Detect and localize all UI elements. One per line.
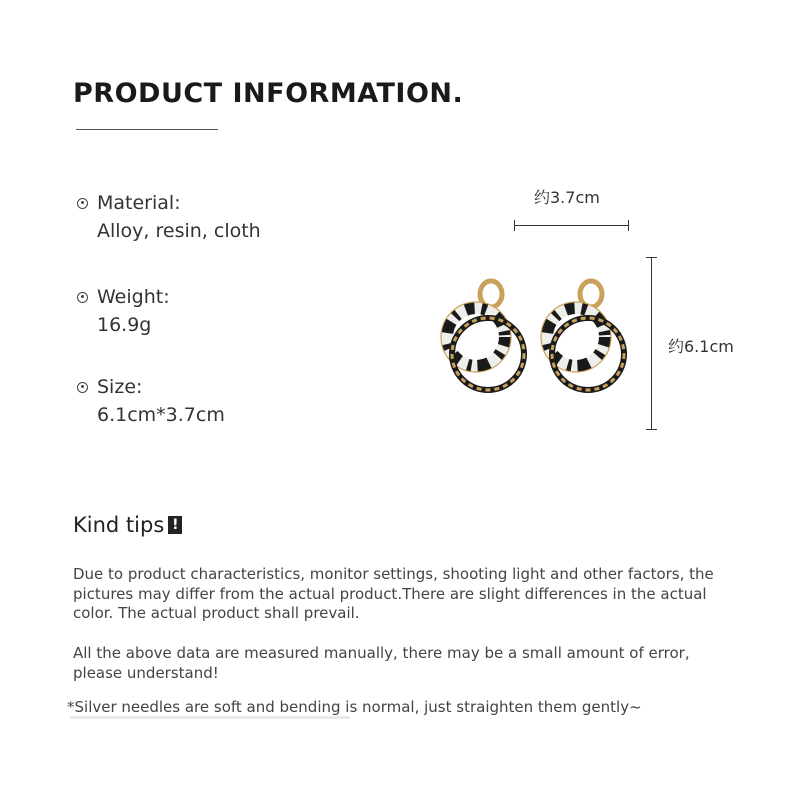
spec-label: Size: xyxy=(97,376,143,398)
spec-value: 16.9g xyxy=(97,314,152,336)
note-highlight xyxy=(70,716,350,719)
spec-material xyxy=(77,192,261,242)
dimension-tick xyxy=(628,220,629,231)
bullet-icon xyxy=(77,382,88,393)
earrings-product-image xyxy=(436,270,636,410)
spec-label: Weight: xyxy=(97,286,170,308)
bullet-icon xyxy=(77,198,88,209)
tips-paragraph: Due to product characteristics, monitor settings, shooting light and other factors, the pictures may differ from the actual product.There are slight differences in the actual color. The actual product shall prevail. xyxy=(73,565,714,622)
bullet-icon xyxy=(77,292,88,303)
title-underline xyxy=(76,129,218,130)
left-earring xyxy=(441,281,524,390)
tips-paragraph: All the above data are measured manually, there may be a small amount of error, please understand! xyxy=(73,644,690,682)
height-dimension-label: 约6.1cm xyxy=(668,337,734,356)
spec-size xyxy=(77,376,225,426)
spec-weight xyxy=(77,286,170,336)
width-dimension-line xyxy=(515,225,629,226)
width-dimension-label: 约3.7cm xyxy=(534,188,600,207)
dimension-tick xyxy=(646,257,657,258)
dimension-tick xyxy=(646,429,657,430)
page-title: PRODUCT INFORMATION. xyxy=(73,78,464,109)
spec-value: 6.1cm*3.7cm xyxy=(97,404,225,426)
kind-tips-heading xyxy=(73,513,182,537)
spec-value: Alloy, resin, cloth xyxy=(97,220,261,242)
height-dimension-line xyxy=(651,258,652,429)
right-earring xyxy=(541,281,624,390)
exclamation-icon: ! xyxy=(168,516,182,534)
tips-heading-text: Kind tips xyxy=(73,513,165,537)
spec-label: Material: xyxy=(97,192,181,214)
dimension-tick xyxy=(514,220,515,231)
silver-needle-note: *Silver needles are soft and bending is normal, just straighten them gently~ xyxy=(67,698,642,716)
